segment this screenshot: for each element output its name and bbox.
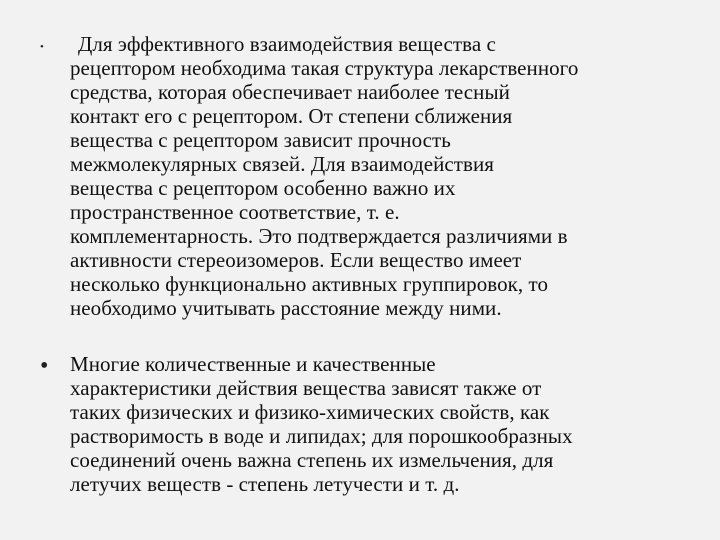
paragraph-line: летучих веществ - степень летучести и т. д.: [70, 472, 460, 496]
paragraph-line: характеристики действия вещества зависят также от: [70, 376, 542, 400]
paragraph-line: пространственное соответствие, т. е.: [70, 200, 400, 224]
bullet-paragraph: [70, 352, 700, 496]
bullet-paragraph: [70, 32, 700, 320]
paragraph-line: активности стереоизомеров. Если вещество имеет: [70, 248, 522, 272]
paragraph-line: рецептором необходима такая структура лекарственного: [70, 56, 579, 80]
bullet-dot-icon: •: [40, 353, 49, 379]
paragraph-line: несколько функционально активных группировок, то: [70, 272, 548, 296]
paragraph-line: растворимость в воде и липидах; для порошкообразных: [70, 424, 573, 448]
paragraph-line: Многие количественные и качественные: [70, 352, 436, 376]
paragraph-line: вещества с рецептором зависит прочность: [70, 128, 451, 152]
paragraph-line: необходимо учитывать расстояние между ними.: [70, 296, 502, 320]
bullet-dot-icon: •: [40, 41, 44, 53]
paragraph-line: вещества с рецептором особенно важно их: [70, 176, 456, 200]
paragraph-line: контакт его с рецептором. От степени сближения: [70, 104, 513, 128]
paragraph-line: комплементарность. Это подтверждается различиями в: [70, 224, 568, 248]
paragraph-line: средства, которая обеспечивает наиболее тесный: [70, 80, 510, 104]
paragraph-line: соединений очень важна степень их измельчения, для: [70, 448, 554, 472]
paragraph-line: Для эффективного взаимодействия вещества с: [78, 32, 496, 56]
paragraph-line: межмолекулярных связей. Для взаимодействия: [70, 152, 494, 176]
paragraph-line: таких физических и физико-химических свойств, как: [70, 400, 550, 424]
